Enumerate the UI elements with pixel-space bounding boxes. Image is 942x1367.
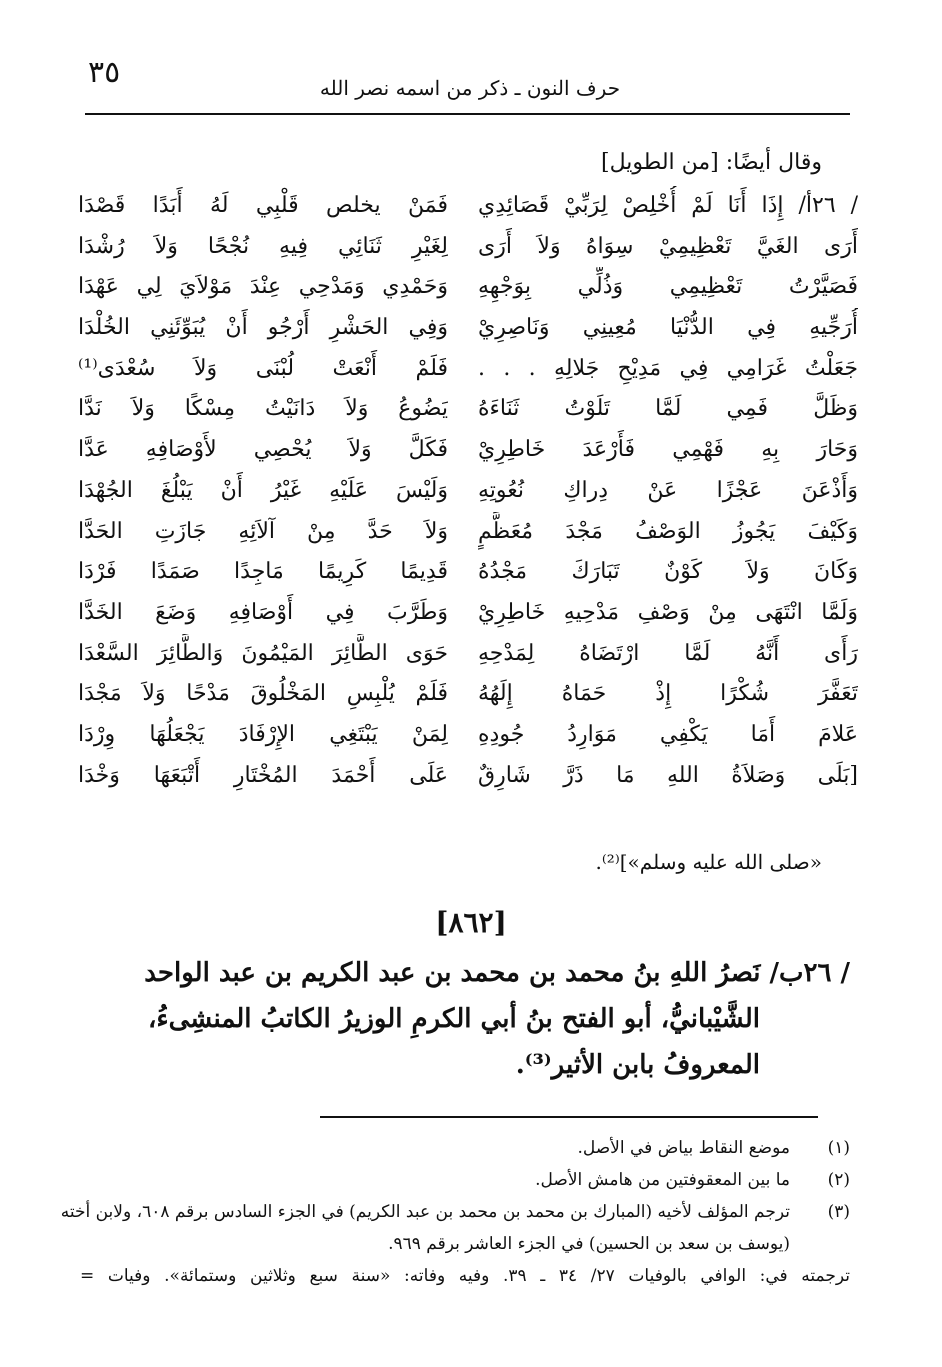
verse-line: حَوَى الطَّائِرَ المَيْمُونَ وَالطَّائِرَ السَّعْدَا: [78, 640, 448, 666]
verse-line: وَلَمَّا انْتَهَى مِنْ وَصْفِ مَدْحِيهِ خَاطِرِيْ: [478, 599, 858, 625]
poem-intro: وقال أيضًا: [من الطويل]: [601, 150, 822, 175]
verse-line: وَحَارَ بِهِ فَهْمِي فَأَرْعَدَ خَاطِرِيْ: [478, 437, 858, 463]
verse-line: وَلَيْسَ عَلَيْهِ غَيْرُ أَنْ يَبْلُغَ الجُهْدَا: [78, 477, 448, 503]
poem-first-hemistichs: [478, 186, 858, 796]
entry-line: المعروفُ بابن الأثير⁽³⁾.: [515, 1050, 760, 1080]
verse-line: عَلَى أَحْمَدَ المُخْتَارِ أَتْبَعَهَا وَخْدَا: [78, 762, 448, 788]
footnote-text: ترجم المؤلف لأخيه (المبارك بن محمد بن محمد بن عبد الكريم) في الجزء السادس برقم ٦٠٨، ولابن أخته: [60, 1202, 790, 1222]
running-title: حرف النون ـ ذكر من اسمه نصر الله: [319, 76, 621, 100]
verse-line: وَطَرَّبَ فِي أَوْصَافِهِ وَضَعَ الخَدَّا: [78, 599, 448, 625]
entry-heading: [144, 950, 850, 1088]
footnote-text: موضع النقاط بياض في الأصل.: [577, 1138, 790, 1158]
verse-line: لِمَنْ يَبْتَغِي الإِرْفَادَ يَجْعَلُهَا وِرْدَا: [78, 721, 448, 747]
verse-line: فَلَمْ يُلْبِسِ المَخْلُوقَ مَدْحًا وَلاَ مَجْدَا: [78, 681, 448, 707]
verse-line: عَلامَ أَمَا يَكْفِي مَوَارِدُ جُودِهِ: [478, 721, 858, 747]
entry-line: / ٢٦ب/ نَصرُ اللهِ بنُ محمد بن محمد بن عبد الكريم بن عبد الواحد: [144, 958, 850, 988]
footnote: [80, 1164, 850, 1196]
verse-line: جَعَلْتُ غَرَامِي فِي مَدِيْحِ جَلالِهِ . . .: [478, 355, 858, 381]
footnote-number: (٢): [827, 1170, 850, 1190]
verse-line: فَمَنْ يخلص قَلْبِي لَهُ أَبَدًا قَصْدَا: [78, 193, 448, 218]
verse-line: أَرَى الغَيَّ تَعْظِيمِيْ سِوَاهُ وَلاَ أَرَى: [478, 233, 858, 259]
verse-line: فَلَمْ أَنْعَتْ لُبْنَى وَلاَ سُعْدَى⁽¹⁾: [78, 355, 448, 381]
verse-line: وَأَذْعَنَ عَجْزًا عَنْ دِراكِ نُعُوتِهِ: [478, 477, 858, 503]
verse-line: يَضُوعُ وَلاَ دَانَيْتُ مِسْكًا وَلاَ نَدَّا: [78, 396, 448, 422]
verse-line: وَكَيْفَ يَجُوزُ الوَصْفُ مَجْدَ مُعَظَّمٍ: [478, 518, 858, 544]
entry-line: الشَّيْبانيُّ، أبو الفتح بنُ أبي الكرمِ الوزيرُ الكاتبُ المنشِىءُ،: [147, 1004, 760, 1034]
verse-line: لِغَيْرِ ثَنَائِي فِيهِ نُجْحًا وَلاَ رُشْدَا: [78, 233, 448, 259]
verse-line: فَصَيَّرْتُ تَعْظِيمِي وَذُلِّي بِوَجْهِهِ: [478, 274, 858, 300]
verse-line: أُرَجِّيهِ فِي الدُّنْيَا مُعِينِي وَنَاصِرِيْ: [478, 315, 858, 341]
verse-line: وَحَمْدِي وَمَدْحِي عِنْدَ مَوْلاَيَ لِي عَهْدَا: [78, 274, 448, 300]
footnote-number: (١): [827, 1138, 850, 1158]
footnote-extra: ترجمته في: الوافي بالوفيات ٢٧/ ٣٤ ـ ٣٩. وفيه وفاته: «سنة سبع وثلاثين وستمائة». وفيات =: [80, 1266, 851, 1286]
verse-line: وَظَلَّ فَمِي لَمَّا تَلَوْتُ ثَنَاءَهُ: [478, 396, 858, 422]
page-number: ٣٥: [88, 55, 121, 90]
verse-line: قَدِيمًا كَرِيمًا مَاجِدًا صَمَدًا فَرْدَا: [78, 559, 448, 585]
verse-line: رَأَى أَنَّهُ لَمَّا ارْتَضَاهُ لِمَدْحِهِ: [478, 640, 858, 666]
poem-closing: «صلى الله عليه وسلم»]⁽²⁾.: [595, 850, 822, 874]
verse-line: وَفِي الحَشْرِ أَرْجُو أَنْ يُبَوِّئَنِي الخُلْدَا: [78, 315, 448, 341]
verse-line: / ٢٦أ/ إِذَا أَنَا لَمْ أُخْلِصْ لِرَبِّيْ قَصَائِدِي: [478, 193, 858, 218]
verse-line: وَلاَ حَدَّ مِنْ آلاَئِهِ جَازَتِ الحَدَّا: [78, 518, 448, 544]
entry-number: [٨٦٢]: [435, 906, 507, 939]
footnote: [60, 1196, 850, 1228]
footnote-text: ما بين المعقوفتين من هامش الأصل.: [535, 1170, 790, 1190]
footnotes: [60, 1132, 851, 1292]
footnote-number: (٣): [827, 1202, 850, 1222]
verse-line: وَكَانَ وَلاَ كَوْنٌ تَبَارَكَ مَجْدُهُ: [478, 559, 858, 585]
footnote: [80, 1132, 850, 1164]
verse-line: تَعَفَّرَ شُكْرًا إِذْ حَمَاهُ إِلَهُهُ: [478, 681, 858, 707]
verse-line: [بَلَى وَصَلاَةُ اللهِ مَا ذَرَّ شَارِقٌ: [478, 762, 858, 788]
poem-second-hemistichs: [78, 186, 448, 796]
footnote-continuation: (يوسف بن سعد بن الحسين) في الجزء العاشر برقم ٩٦٩.: [388, 1234, 790, 1254]
footnote-rule: [320, 1116, 818, 1118]
verse-line: فَكَلَّ وَلاَ يُحْصِي لأَوْصَافِهِ عَدَّا: [78, 437, 448, 463]
header-rule: [85, 113, 850, 115]
